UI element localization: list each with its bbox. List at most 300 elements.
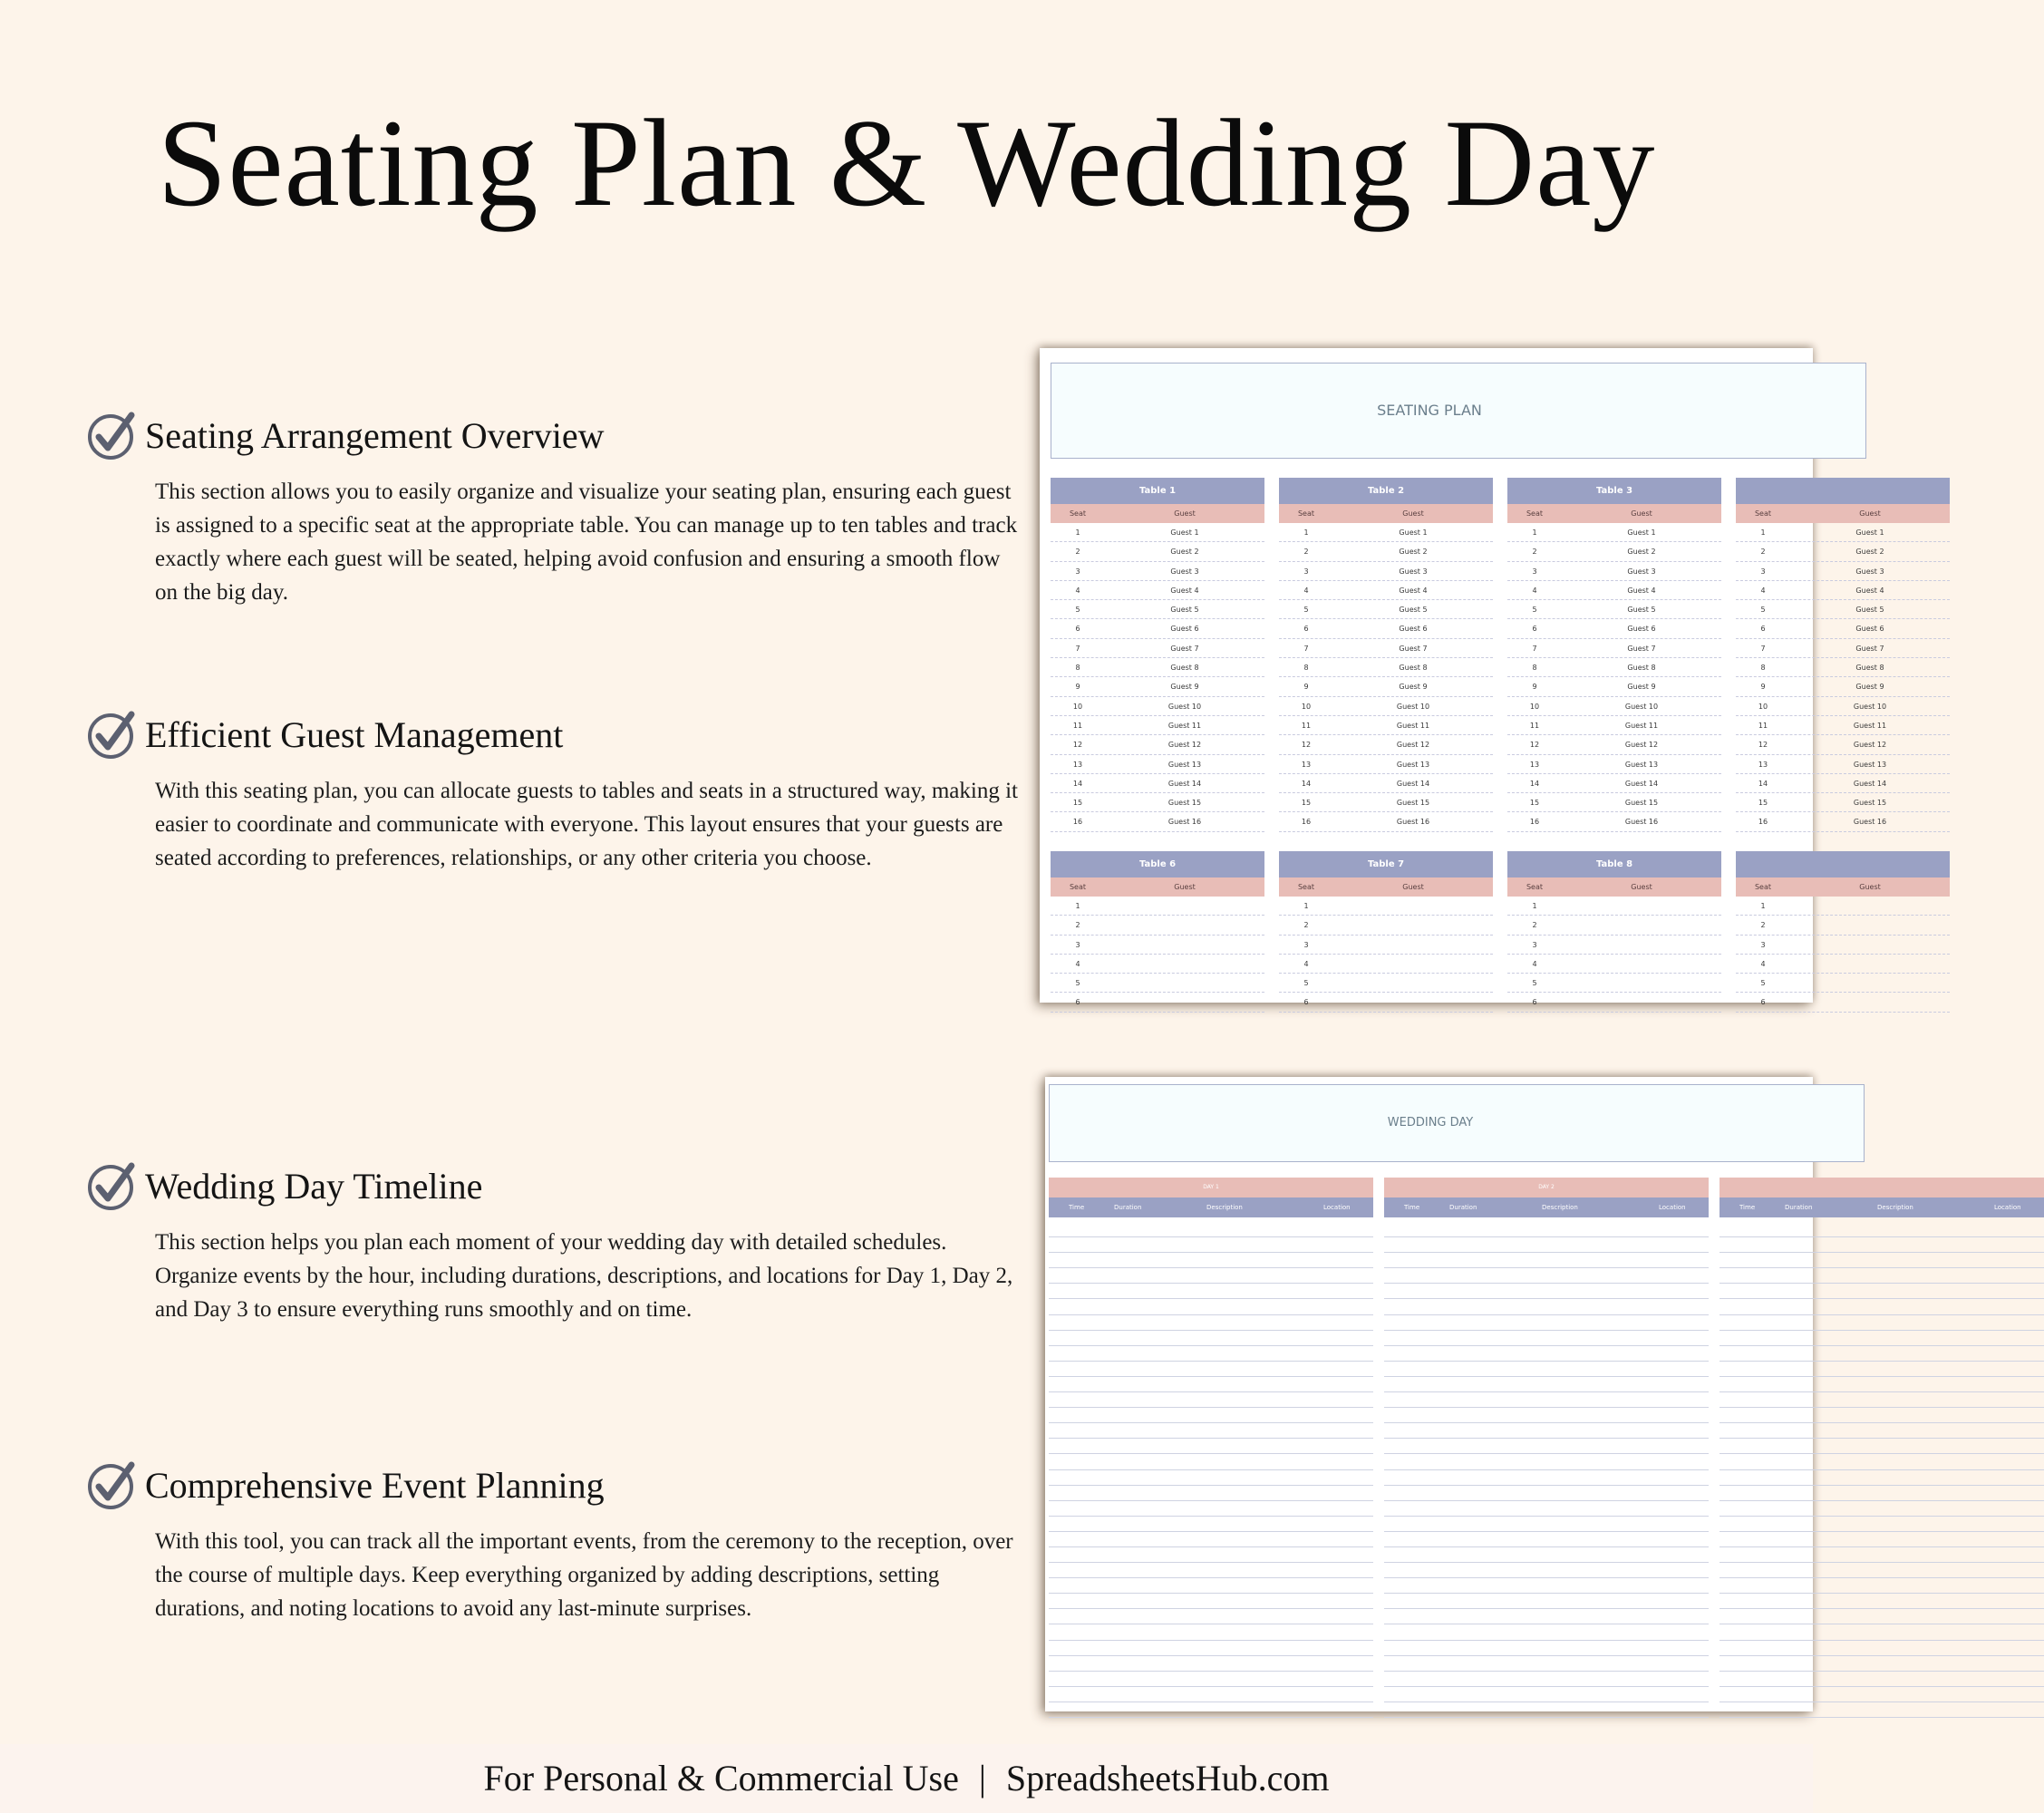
- seat-cell: 13: [1529, 760, 1540, 769]
- guest-cell: Guest 8: [1170, 664, 1199, 673]
- guest-cell: Guest 6: [1399, 625, 1428, 634]
- table-row: [1736, 812, 1950, 831]
- schedule-row: [1384, 1222, 1709, 1237]
- schedule-column-header: [1719, 1197, 2044, 1217]
- day-header: [1719, 1178, 2044, 1197]
- guest-cell: Guest 4: [1170, 586, 1199, 595]
- seat-column-header: Seat: [1526, 883, 1544, 891]
- guest-cell: Guest 1: [1170, 528, 1199, 537]
- schedule-row: [1049, 1609, 1373, 1624]
- seat-cell: 3: [1532, 940, 1537, 949]
- guest-cell: Guest 7: [1855, 644, 1884, 653]
- schedule-row: [1049, 1315, 1373, 1331]
- schedule-row: [1719, 1331, 2044, 1346]
- seat-column-header: Seat: [1754, 883, 1772, 891]
- guest-cell: Guest 9: [1170, 683, 1199, 692]
- table-column-header: [1279, 877, 1493, 897]
- feature-event-planning: [87, 1458, 1013, 1625]
- schedule-row: [1384, 1408, 1709, 1423]
- schedule-row: [1719, 1672, 2044, 1687]
- feature-heading: Efficient Guest Management: [145, 713, 564, 755]
- guest-cell: Guest 5: [1170, 606, 1199, 615]
- table-column-header: [1736, 504, 1950, 523]
- schedule-row: [1049, 1408, 1373, 1423]
- schedule-row: [1719, 1563, 2044, 1578]
- schedule-row: [1719, 1517, 2044, 1532]
- schedule-row: [1384, 1392, 1709, 1408]
- table-row: [1507, 774, 1721, 793]
- seat-cell: 8: [1532, 664, 1537, 673]
- table-column-header: [1736, 877, 1950, 897]
- guest-cell: Guest 14: [1624, 779, 1659, 788]
- table-row: [1279, 897, 1493, 916]
- table-row: [1507, 936, 1721, 955]
- schedule-row: [1384, 1470, 1709, 1486]
- table-row: [1507, 812, 1721, 831]
- seat-cell: 3: [1760, 940, 1766, 949]
- seating-table: [1736, 478, 1950, 832]
- seating-table: [1507, 478, 1721, 832]
- duration-column-header: Duration: [1785, 1204, 1813, 1211]
- table-row: [1279, 955, 1493, 974]
- feature-heading: Seating Arrangement Overview: [145, 414, 605, 456]
- schedule-row: [1049, 1237, 1373, 1253]
- schedule-row: [1384, 1672, 1709, 1687]
- table-row: [1051, 562, 1264, 581]
- guest-cell: [1105, 936, 1264, 954]
- guest-cell: Guest 5: [1627, 606, 1656, 615]
- guest-cell: Guest 12: [1624, 741, 1659, 750]
- day-schedule: [1049, 1178, 1373, 1718]
- table-row: [1279, 619, 1493, 638]
- feature-heading: Wedding Day Timeline: [145, 1165, 483, 1207]
- table-row: [1736, 974, 1950, 993]
- schedule-row: [1719, 1578, 2044, 1594]
- schedule-row: [1719, 1594, 2044, 1609]
- seat-cell: 7: [1532, 644, 1537, 653]
- guest-cell: Guest 9: [1399, 683, 1428, 692]
- guest-cell: [1333, 974, 1493, 992]
- schedule-row: [1049, 1501, 1373, 1517]
- guest-cell: [1562, 974, 1721, 992]
- table-row: [1051, 600, 1264, 619]
- guest-cell: Guest 5: [1399, 606, 1428, 615]
- seat-cell: 2: [1532, 921, 1537, 930]
- guest-cell: Guest 9: [1855, 683, 1884, 692]
- description-column-header: Description: [1877, 1204, 1913, 1211]
- schedule-row: [1719, 1315, 2044, 1331]
- seat-cell: 5: [1303, 979, 1309, 988]
- footer-usage: For Personal & Commercial Use: [483, 1758, 959, 1798]
- guest-cell: [1562, 955, 1721, 973]
- guest-cell: Guest 2: [1627, 548, 1656, 557]
- schedule-row: [1719, 1377, 2044, 1392]
- schedule-row: [1384, 1578, 1709, 1594]
- table-row: [1736, 955, 1950, 974]
- schedule-row: [1049, 1392, 1373, 1408]
- seat-cell: 15: [1301, 799, 1312, 808]
- day-schedule: [1719, 1178, 2044, 1718]
- table-row: [1051, 774, 1264, 793]
- footer-separator: |: [978, 1758, 986, 1798]
- seat-cell: 3: [1075, 567, 1080, 576]
- table-column-header: [1507, 504, 1721, 523]
- description-column-header: Description: [1542, 1204, 1578, 1211]
- table-row: [1507, 658, 1721, 677]
- seat-cell: 1: [1303, 528, 1309, 537]
- table-row: [1051, 793, 1264, 812]
- checkmark-icon: [87, 1160, 138, 1211]
- seat-cell: 15: [1072, 799, 1083, 808]
- guest-cell: [1333, 955, 1493, 973]
- guest-cell: [1105, 955, 1264, 973]
- table-row: [1279, 697, 1493, 716]
- schedule-row: [1719, 1702, 2044, 1718]
- table-row: [1736, 562, 1950, 581]
- schedule-row: [1384, 1594, 1709, 1609]
- schedule-row: [1719, 1284, 2044, 1299]
- seat-cell: 12: [1758, 741, 1768, 750]
- schedule-row: [1719, 1439, 2044, 1454]
- seat-cell: 6: [1303, 998, 1309, 1007]
- table-row: [1507, 600, 1721, 619]
- feature-heading: Comprehensive Event Planning: [145, 1464, 605, 1506]
- guest-cell: Guest 2: [1170, 548, 1199, 557]
- table-row: [1507, 619, 1721, 638]
- guest-cell: Guest 7: [1627, 644, 1656, 653]
- table-row: [1736, 735, 1950, 754]
- seat-cell: 6: [1532, 998, 1537, 1007]
- page-title: Seating Plan & Wedding Day: [157, 93, 1656, 232]
- table-row: [1051, 955, 1264, 974]
- seat-cell: 11: [1529, 721, 1540, 730]
- guest-cell: Guest 13: [1624, 760, 1659, 769]
- seating-table: [1279, 851, 1493, 1013]
- table-row: [1051, 755, 1264, 774]
- guest-cell: [1790, 993, 1950, 1011]
- seat-cell: 9: [1760, 683, 1766, 692]
- schedule-row: [1049, 1486, 1373, 1501]
- schedule-row: [1049, 1470, 1373, 1486]
- table-row: [1051, 993, 1264, 1012]
- seat-cell: 8: [1303, 664, 1309, 673]
- guest-cell: [1562, 916, 1721, 934]
- table-row: [1507, 755, 1721, 774]
- schedule-row: [1719, 1486, 2044, 1501]
- table-row: [1279, 755, 1493, 774]
- table-row: [1051, 974, 1264, 993]
- guest-cell: Guest 10: [1167, 702, 1202, 711]
- seat-cell: 16: [1072, 818, 1083, 827]
- table-row: [1051, 897, 1264, 916]
- table-row: [1051, 658, 1264, 677]
- guest-cell: [1105, 993, 1264, 1011]
- seat-cell: 6: [1760, 998, 1766, 1007]
- table-row: [1051, 639, 1264, 658]
- guest-cell: Guest 15: [1853, 799, 1887, 808]
- seat-cell: 4: [1532, 586, 1537, 595]
- table-row: [1279, 974, 1493, 993]
- schedule-column-header: [1049, 1197, 1373, 1217]
- table-row: [1051, 697, 1264, 716]
- table-row: [1507, 697, 1721, 716]
- feature-body: This section allows you to easily organize and visualize your seating plan, ensuring each guest is assigned to a specific seat at the appropriate table. You can manage up to ten tables and track exactly where each guest will be seated, helping avoid confusion and ensuring a smooth flow on the big day.: [155, 480, 1018, 605]
- schedule-row: [1384, 1486, 1709, 1501]
- seat-cell: 5: [1303, 606, 1309, 615]
- schedule-row: [1049, 1578, 1373, 1594]
- table-row: [1507, 677, 1721, 696]
- table-row: [1279, 600, 1493, 619]
- time-column-header: Time: [1739, 1204, 1756, 1211]
- schedule-row: [1049, 1517, 1373, 1532]
- guest-column-header: Guest: [1631, 883, 1652, 891]
- guest-cell: [1790, 936, 1950, 954]
- feature-guest-management: [87, 707, 1018, 875]
- seat-cell: 14: [1529, 779, 1540, 788]
- seat-cell: 12: [1529, 741, 1540, 750]
- table-row: [1507, 639, 1721, 658]
- table-row: [1736, 697, 1950, 716]
- table-column-header: [1051, 877, 1264, 897]
- table-row: [1279, 658, 1493, 677]
- seat-cell: 1: [1532, 902, 1537, 910]
- guest-cell: Guest 2: [1855, 548, 1884, 557]
- schedule-row: [1384, 1517, 1709, 1532]
- schedule-row: [1049, 1268, 1373, 1284]
- guest-cell: Guest 13: [1167, 760, 1202, 769]
- table-row: [1279, 639, 1493, 658]
- table-row: [1279, 774, 1493, 793]
- wedding-day-banner: WEDDING DAY: [1049, 1084, 1865, 1162]
- seat-cell: 14: [1301, 779, 1312, 788]
- schedule-row: [1719, 1299, 2044, 1314]
- schedule-row: [1049, 1672, 1373, 1687]
- schedule-row: [1049, 1331, 1373, 1346]
- guest-cell: [1105, 897, 1264, 915]
- table-row: [1279, 735, 1493, 754]
- table-row: [1736, 523, 1950, 542]
- guest-cell: Guest 16: [1853, 818, 1887, 827]
- seat-cell: 11: [1301, 721, 1312, 730]
- guest-cell: [1562, 993, 1721, 1011]
- seat-cell: 1: [1075, 528, 1080, 537]
- schedule-row: [1384, 1656, 1709, 1672]
- footer: [0, 1744, 1813, 1813]
- schedule-row: [1384, 1702, 1709, 1718]
- table-row: [1507, 581, 1721, 600]
- guest-cell: [1790, 897, 1950, 915]
- guest-cell: Guest 3: [1855, 567, 1884, 576]
- schedule-row: [1384, 1253, 1709, 1268]
- duration-column-header: Duration: [1449, 1204, 1477, 1211]
- schedule-row: [1719, 1656, 2044, 1672]
- table-row: [1279, 993, 1493, 1012]
- seat-column-header: Seat: [1297, 509, 1315, 518]
- guest-cell: Guest 3: [1627, 567, 1656, 576]
- schedule-row: [1719, 1547, 2044, 1563]
- seat-column-header: Seat: [1069, 883, 1087, 891]
- seat-cell: 1: [1760, 528, 1766, 537]
- guest-cell: Guest 14: [1853, 779, 1887, 788]
- seat-cell: 4: [1303, 959, 1309, 968]
- guest-cell: [1105, 974, 1264, 992]
- schedule-row: [1384, 1268, 1709, 1284]
- guest-cell: Guest 4: [1855, 586, 1884, 595]
- seat-cell: 6: [1303, 625, 1309, 634]
- seat-cell: 5: [1532, 979, 1537, 988]
- guest-cell: Guest 13: [1853, 760, 1887, 769]
- table-row: [1051, 716, 1264, 735]
- guest-column-header: Guest: [1174, 883, 1196, 891]
- schedule-row: [1384, 1284, 1709, 1299]
- location-column-header: Location: [1994, 1204, 2021, 1211]
- guest-cell: Guest 10: [1396, 702, 1430, 711]
- guest-cell: Guest 4: [1399, 586, 1428, 595]
- seat-cell: 6: [1075, 625, 1080, 634]
- seat-column-header: Seat: [1297, 883, 1315, 891]
- seat-cell: 2: [1303, 921, 1309, 930]
- table-row: [1279, 562, 1493, 581]
- day-header: DAY 2: [1384, 1178, 1709, 1197]
- seat-cell: 8: [1075, 664, 1080, 673]
- table-row: [1051, 677, 1264, 696]
- seat-cell: 12: [1072, 741, 1083, 750]
- schedule-row: [1384, 1299, 1709, 1314]
- schedule-row: [1719, 1501, 2044, 1517]
- checkmark-icon: [87, 1459, 138, 1510]
- schedule-row: [1049, 1299, 1373, 1314]
- schedule-row: [1719, 1532, 2044, 1547]
- seat-cell: 7: [1760, 644, 1766, 653]
- feature-body: This section helps you plan each moment of your wedding day with detailed schedules. Organize events by the hour, including durations, descriptions, and locations for Day 1, Day 2, and Day 3 to ensure everything runs smoothly and on time.: [155, 1230, 1013, 1322]
- seat-cell: 1: [1075, 902, 1080, 910]
- schedule-row: [1384, 1624, 1709, 1640]
- schedule-row: [1719, 1454, 2044, 1469]
- guest-cell: Guest 3: [1399, 567, 1428, 576]
- guest-cell: Guest 13: [1396, 760, 1430, 769]
- schedule-row: [1384, 1377, 1709, 1392]
- seat-column-header: Seat: [1069, 509, 1087, 518]
- guest-cell: Guest 16: [1167, 818, 1202, 827]
- schedule-row: [1719, 1392, 2044, 1408]
- schedule-row: [1049, 1702, 1373, 1718]
- guest-cell: [1790, 955, 1950, 973]
- seat-cell: 2: [1760, 921, 1766, 930]
- schedule-row: [1049, 1641, 1373, 1656]
- seat-cell: 3: [1303, 567, 1309, 576]
- schedule-row: [1049, 1532, 1373, 1547]
- seat-cell: 13: [1758, 760, 1768, 769]
- feature-body: With this seating plan, you can allocate guests to tables and seats in a structured way, making it easier to coordinate and communicate with everyone. This layout ensures that your guests are seated according to preferences, relationships, or any other criteria you choose.: [155, 779, 1018, 870]
- guest-cell: [1333, 897, 1493, 915]
- schedule-row: [1049, 1454, 1373, 1469]
- wedding-day-screenshot: [1045, 1077, 2021, 1711]
- seat-cell: 13: [1072, 760, 1083, 769]
- seat-cell: 10: [1301, 702, 1312, 711]
- seat-cell: 15: [1758, 799, 1768, 808]
- seat-cell: 4: [1075, 959, 1080, 968]
- table-title: Table 2: [1279, 478, 1493, 504]
- schedule-row: [1719, 1253, 2044, 1268]
- table-row: [1279, 523, 1493, 542]
- seating-table: [1507, 851, 1721, 1013]
- schedule-row: [1719, 1268, 2044, 1284]
- table-row: [1051, 542, 1264, 561]
- seat-cell: 5: [1760, 979, 1766, 988]
- table-row: [1736, 600, 1950, 619]
- schedule-row: [1049, 1687, 1373, 1702]
- guest-cell: Guest 8: [1627, 664, 1656, 673]
- schedule-row: [1384, 1563, 1709, 1578]
- table-row: [1507, 523, 1721, 542]
- schedule-row: [1049, 1547, 1373, 1563]
- table-row: [1279, 542, 1493, 561]
- schedule-row: [1719, 1470, 2044, 1486]
- time-column-header: Time: [1069, 1204, 1085, 1211]
- table-row: [1279, 581, 1493, 600]
- seating-table: [1279, 478, 1493, 832]
- guest-cell: Guest 12: [1167, 741, 1202, 750]
- table-row: [1507, 897, 1721, 916]
- feature-wedding-timeline: [87, 1159, 1013, 1326]
- table-row: [1051, 523, 1264, 542]
- location-column-header: Location: [1323, 1204, 1351, 1211]
- seat-cell: 12: [1301, 741, 1312, 750]
- guest-column-header: Guest: [1631, 509, 1652, 518]
- guest-cell: Guest 1: [1627, 528, 1656, 537]
- seat-cell: 16: [1758, 818, 1768, 827]
- guest-cell: [1562, 936, 1721, 954]
- guest-cell: Guest 1: [1399, 528, 1428, 537]
- table-row: [1279, 793, 1493, 812]
- table-row: [1736, 916, 1950, 935]
- guest-column-header: Guest: [1402, 509, 1424, 518]
- guest-cell: [1790, 916, 1950, 934]
- seat-cell: 11: [1072, 721, 1083, 730]
- schedule-row: [1049, 1594, 1373, 1609]
- schedule-column-header: [1384, 1197, 1709, 1217]
- schedule-row: [1384, 1454, 1709, 1469]
- seat-cell: 2: [1532, 548, 1537, 557]
- guest-cell: Guest 11: [1167, 721, 1202, 730]
- guest-cell: [1562, 897, 1721, 915]
- seat-cell: 4: [1760, 586, 1766, 595]
- guest-cell: Guest 9: [1627, 683, 1656, 692]
- schedule-row: [1384, 1687, 1709, 1702]
- seat-column-header: Seat: [1526, 509, 1544, 518]
- guest-cell: Guest 5: [1855, 606, 1884, 615]
- guest-cell: Guest 15: [1396, 799, 1430, 808]
- guest-cell: Guest 8: [1855, 664, 1884, 673]
- seat-cell: 11: [1758, 721, 1768, 730]
- guest-cell: Guest 11: [1396, 721, 1430, 730]
- table-title: Table 8: [1507, 851, 1721, 877]
- table-row: [1051, 812, 1264, 831]
- seat-cell: 10: [1529, 702, 1540, 711]
- seat-cell: 1: [1303, 902, 1309, 910]
- schedule-row: [1049, 1346, 1373, 1362]
- guest-cell: Guest 7: [1399, 644, 1428, 653]
- guest-column-header: Guest: [1859, 883, 1881, 891]
- table-row: [1507, 916, 1721, 935]
- guest-cell: Guest 12: [1853, 741, 1887, 750]
- guest-cell: Guest 16: [1396, 818, 1430, 827]
- schedule-row: [1384, 1331, 1709, 1346]
- seat-cell: 10: [1758, 702, 1768, 711]
- seating-table: [1736, 851, 1950, 1013]
- seat-cell: 2: [1303, 548, 1309, 557]
- seat-cell: 3: [1760, 567, 1766, 576]
